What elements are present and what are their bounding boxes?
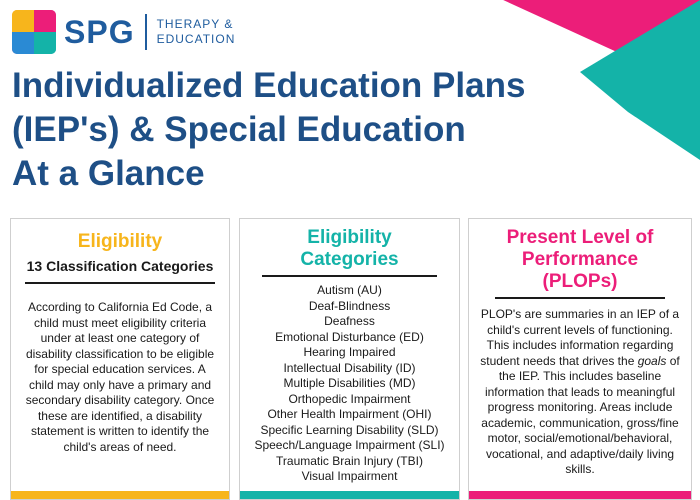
category-item: Specific Learning Disability (SLD)	[260, 422, 439, 437]
category-item: Visual Impairment	[301, 469, 398, 483]
eligibility-description: According to California Ed Code, a child must meet eligibility criteria under at least one category of disability classification to be eligible for special education services. A child may only have a primary and secondary disability category. Once these are identified, a disability statement is written to identify the child's areas of need.	[25, 300, 215, 454]
category-item: Traumatic Brain Injury (TBI)	[276, 453, 423, 468]
category-item: Autism (AU)	[317, 283, 382, 297]
logo-subtitle	[157, 17, 236, 47]
categories-heading-line2: Categories	[300, 249, 399, 270]
plops-heading-line1: Present Level of	[506, 227, 654, 248]
plops-heading	[469, 227, 691, 293]
categories-accent-bar	[240, 491, 459, 499]
page-title	[12, 64, 652, 196]
categories-heading-line1: Eligibility	[307, 227, 392, 248]
category-item: Emotional Disturbance (ED)	[275, 329, 424, 344]
categories-heading	[240, 227, 459, 271]
brand-logo[interactable]	[12, 10, 235, 54]
category-item: Orthopedic Impairment	[288, 391, 411, 406]
logo-mark-icon	[12, 10, 56, 54]
plops-description-emphasis: goals	[637, 353, 667, 368]
page-title-line3: At a Glance	[12, 154, 205, 193]
plops-description-part1: PLOP's are summaries in an IEP of a child's current levels of functioning. This includes information regarding student needs that drives the	[480, 307, 680, 368]
category-item: Hearing Impaired	[303, 345, 396, 359]
eligibility-card	[10, 218, 230, 500]
logo-subtitle-line1: THERAPY &	[156, 17, 234, 31]
page-title-line2: (IEP's) & Special Education	[12, 110, 466, 149]
plops-heading-line2: Performance	[521, 249, 639, 270]
category-item: Deaf-Blindness	[308, 298, 391, 313]
page-title-line1: Individualized Education Plans	[12, 66, 526, 105]
plops-card	[468, 218, 692, 500]
plops-divider	[495, 297, 665, 299]
logo-divider	[145, 14, 147, 50]
category-item: Deafness	[324, 314, 375, 328]
categories-list	[240, 283, 459, 485]
logo-subtitle-line2: EDUCATION	[156, 32, 236, 46]
plops-description	[477, 307, 683, 478]
category-item: Intellectual Disability (ID)	[283, 360, 416, 375]
plops-heading-line3: (PLOPs)	[542, 271, 618, 292]
plops-accent-bar	[469, 491, 691, 499]
category-item: Other Health Impairment (OHI)	[267, 407, 432, 421]
category-item: Speech/Language Impairment (SLI)	[254, 438, 445, 452]
eligibility-heading: Eligibility	[77, 231, 163, 252]
categories-divider	[262, 275, 437, 277]
eligibility-accent-bar	[11, 491, 229, 499]
plops-description-part2: of the IEP. This includes baseline information that leads to meaningful progress monitoring. Areas include academic, communication, gross/fine motor, social/emotional/behavioral, vocational, and adaptive/daily living skills.	[481, 353, 680, 476]
logo-wordmark: SPG	[64, 13, 135, 50]
eligibility-subheading: 13 Classification Categories	[26, 258, 214, 274]
eligibility-divider	[25, 282, 215, 284]
categories-card	[239, 218, 460, 500]
category-item: Multiple Disabilities (MD)	[283, 376, 416, 390]
